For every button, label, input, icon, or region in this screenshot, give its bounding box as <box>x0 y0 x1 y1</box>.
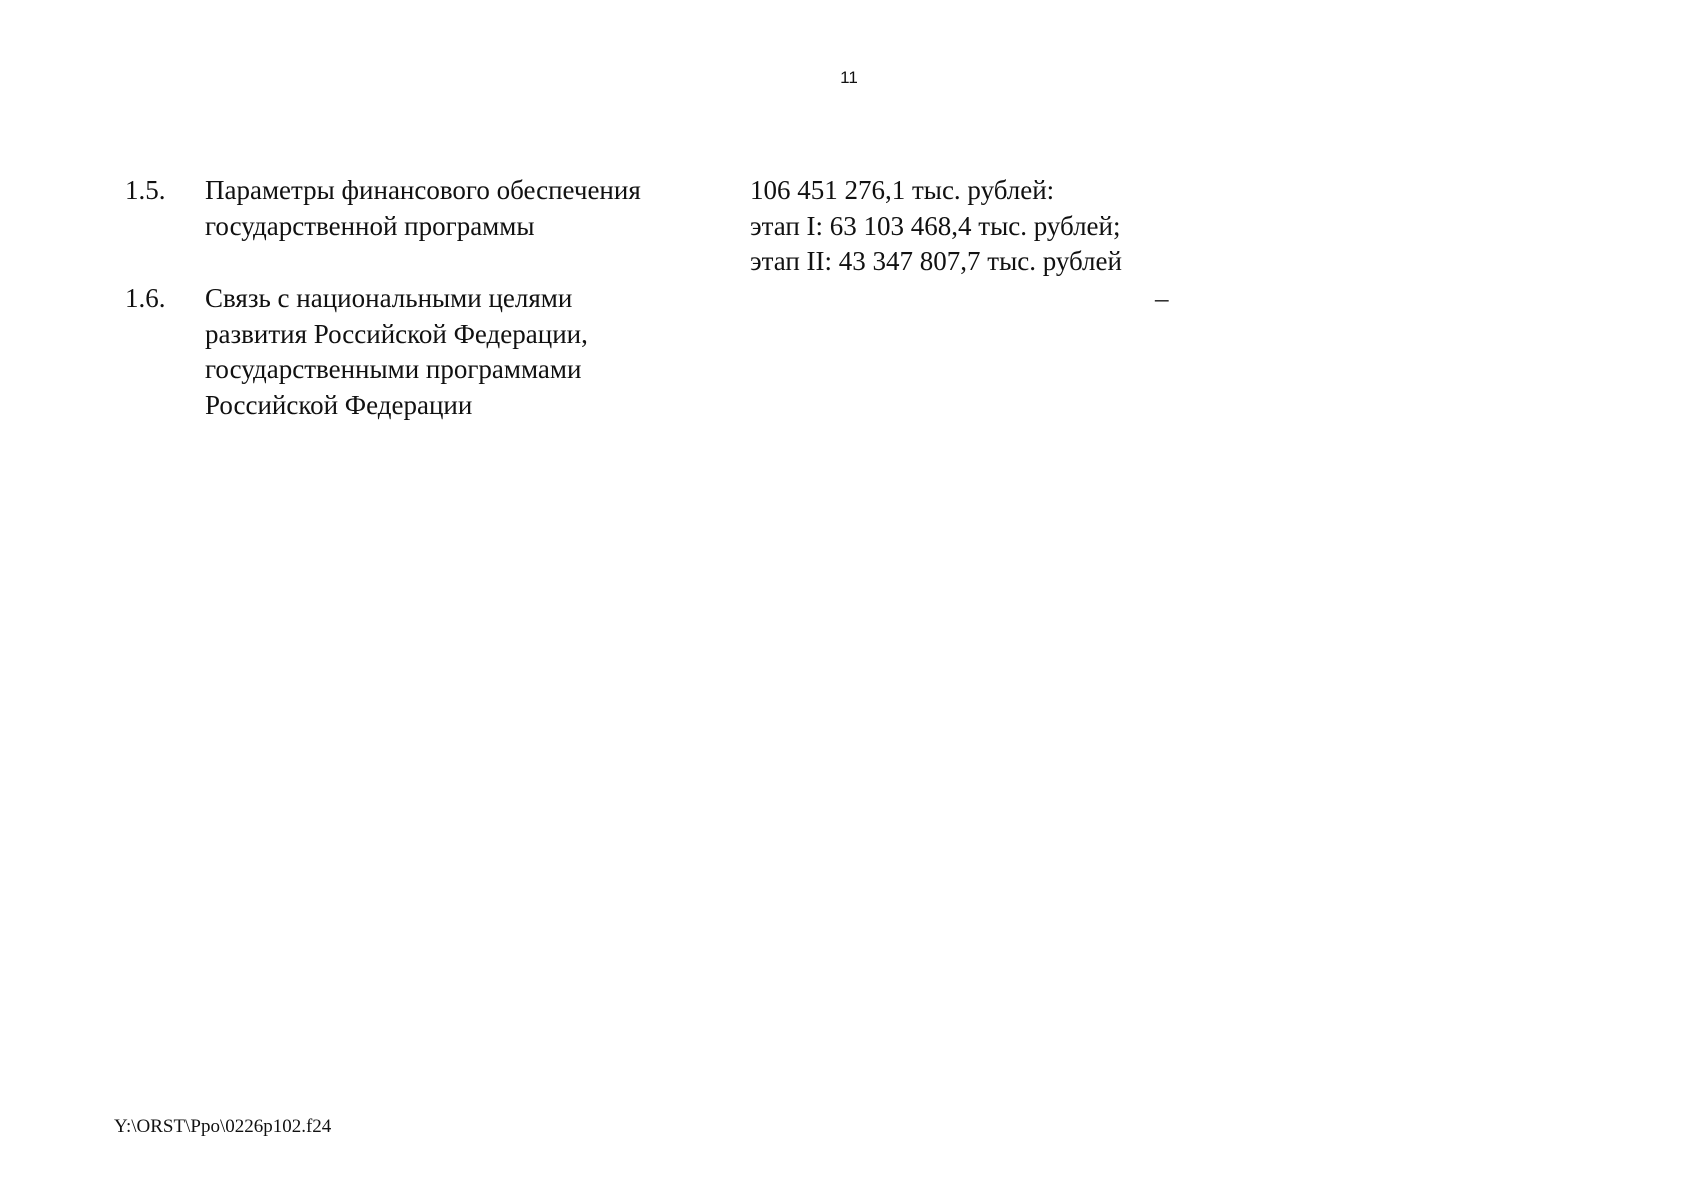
item-number: 1.6. <box>125 283 166 313</box>
item-label-line: государственной программы <box>205 210 535 241</box>
item-label <box>205 173 725 244</box>
item-label-line: Параметры финансового обеспечения <box>205 175 641 205</box>
item-value-line: этап I: 63 103 468,4 тыс. рублей; <box>750 210 1121 241</box>
item-label-line: развития Российской Федерации, <box>205 318 588 349</box>
item-label-line: государственными программами <box>205 354 582 384</box>
item-value-line: этап II: 43 347 807,7 тыс. рублей <box>750 246 1122 276</box>
page-number: 11 <box>840 68 858 87</box>
item-label <box>205 281 725 423</box>
item-label-line: Российской Федерации <box>205 389 473 420</box>
item-label-line: Связь с национальными целями <box>205 283 573 313</box>
item-number: 1.5. <box>125 175 166 205</box>
footer-file-path: Y:\ORST\Ppo\0226p102.f24 <box>114 1116 332 1137</box>
item-value-line: 106 451 276,1 тыс. рублей: <box>750 175 1055 205</box>
item-value <box>750 173 1200 280</box>
item-value-dash: – <box>1155 283 1169 313</box>
